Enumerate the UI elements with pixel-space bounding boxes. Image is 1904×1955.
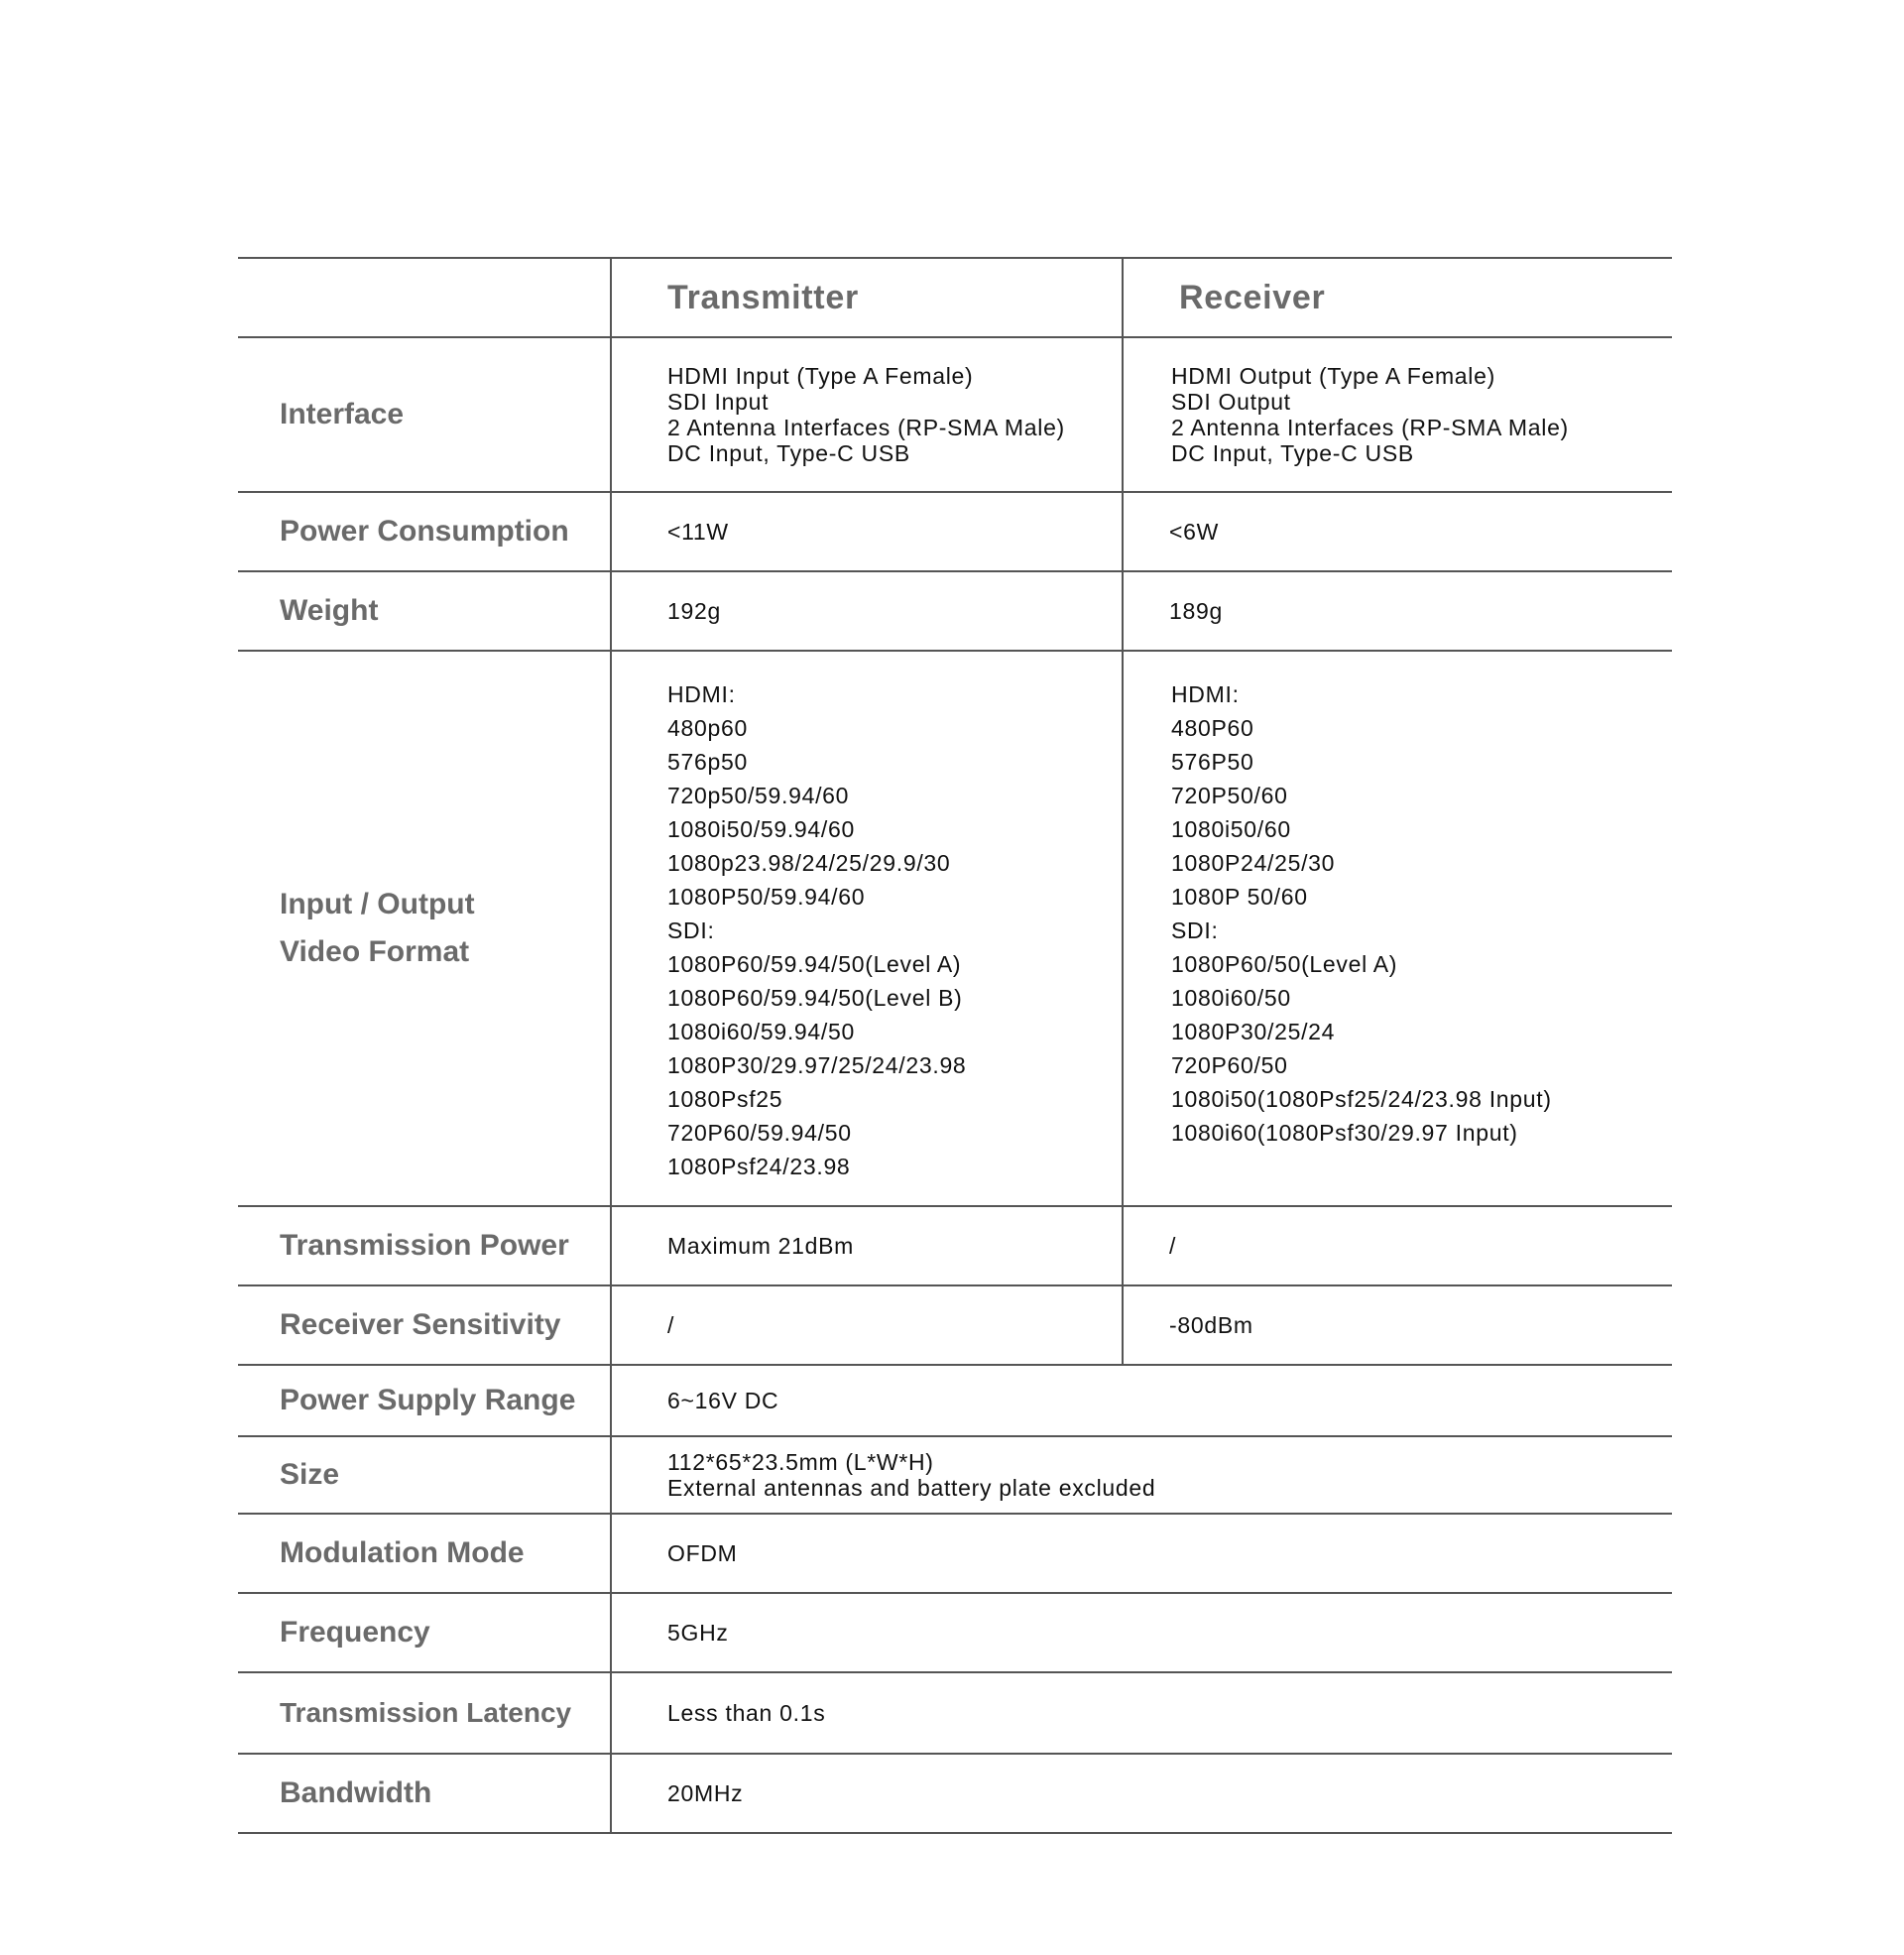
- power-consumption-transmitter-cell: [611, 492, 1123, 571]
- receiver-sensitivity-receiver: -80dBm: [1169, 1311, 1253, 1338]
- receiver-sensitivity-transmitter-cell: [611, 1285, 1123, 1365]
- label-video-format-line1: Input / Output: [280, 888, 475, 920]
- size-value: [612, 1449, 1672, 1501]
- row-frequency: [238, 1593, 1672, 1672]
- list-line: SDI Input: [667, 389, 770, 415]
- list-line: 576p50: [667, 749, 748, 775]
- row-transmission-power: [238, 1206, 1672, 1285]
- interface-transmitter-cell: [611, 337, 1123, 492]
- video-format-receiver-cell: [1123, 651, 1672, 1206]
- list-line: HDMI:: [667, 681, 736, 707]
- list-line: 2 Antenna Interfaces (RP-SMA Male): [667, 415, 1065, 440]
- header-row: [238, 258, 1672, 337]
- list-line: 1080i50/59.94/60: [667, 816, 855, 842]
- transmission-latency-cell: [611, 1672, 1672, 1754]
- power-supply-range-value: 6~16V DC: [667, 1387, 779, 1413]
- video-format-receiver-list: [1124, 652, 1672, 1150]
- row-power-supply-range: [238, 1365, 1672, 1436]
- list-line: SDI Output: [1171, 389, 1291, 415]
- receiver-sensitivity-receiver-cell: [1123, 1285, 1672, 1365]
- frequency-value: 5GHz: [667, 1619, 729, 1646]
- weight-receiver: 189g: [1169, 597, 1223, 624]
- label-bandwidth: Bandwidth: [280, 1776, 432, 1809]
- row-bandwidth: [238, 1754, 1672, 1833]
- list-line: 720P60/50: [1171, 1052, 1288, 1078]
- list-line: 1080P30/25/24: [1171, 1019, 1336, 1044]
- modulation-mode-value: OFDM: [667, 1539, 738, 1566]
- list-line: 1080Psf24/23.98: [667, 1154, 851, 1179]
- list-line: 1080i60/50: [1171, 985, 1291, 1011]
- list-line: 720P60/59.94/50: [667, 1120, 852, 1146]
- list-line: 1080p23.98/24/25/29.9/30: [667, 850, 951, 876]
- list-line: 480p60: [667, 715, 748, 741]
- row-video-format: [238, 651, 1672, 1206]
- header-transmitter: Transmitter: [667, 278, 859, 316]
- transmission-power-receiver: /: [1169, 1232, 1177, 1259]
- modulation-mode-cell: [611, 1514, 1672, 1593]
- power-supply-range-cell: [611, 1365, 1672, 1436]
- list-line: 720p50/59.94/60: [667, 783, 850, 808]
- label-transmission-latency: Transmission Latency: [280, 1697, 572, 1728]
- header-receiver: Receiver: [1179, 278, 1326, 316]
- header-transmitter-cell: [611, 258, 1123, 337]
- weight-receiver-cell: [1123, 571, 1672, 651]
- interface-receiver-cell: [1123, 337, 1672, 492]
- power-consumption-receiver-cell: [1123, 492, 1672, 571]
- label-weight: Weight: [280, 594, 379, 627]
- row-weight: [238, 571, 1672, 651]
- label-power-supply-range: Power Supply Range: [280, 1384, 576, 1416]
- weight-transmitter: 192g: [667, 597, 721, 624]
- list-line: SDI:: [667, 917, 715, 943]
- row-receiver-sensitivity: [238, 1285, 1672, 1365]
- list-line: 1080P24/25/30: [1171, 850, 1336, 876]
- label-size: Size: [280, 1458, 340, 1491]
- list-line: 1080Psf25: [667, 1086, 783, 1112]
- row-power-consumption: [238, 492, 1672, 571]
- list-line: 1080P60/59.94/50(Level B): [667, 985, 963, 1011]
- size-value-line2: External antennas and battery plate excluded: [667, 1475, 1156, 1501]
- power-consumption-receiver: <6W: [1169, 518, 1220, 545]
- list-line: 1080i60/59.94/50: [667, 1019, 855, 1044]
- list-line: 1080i50(1080Psf25/24/23.98 Input): [1171, 1086, 1552, 1112]
- video-format-transmitter-list: [612, 652, 1122, 1183]
- list-line: HDMI:: [1171, 681, 1240, 707]
- power-consumption-transmitter: <11W: [667, 518, 729, 545]
- list-line: 1080P60/50(Level A): [1171, 951, 1398, 977]
- receiver-sensitivity-transmitter: /: [667, 1311, 675, 1338]
- list-line: DC Input, Type-C USB: [667, 440, 910, 466]
- row-transmission-latency: [238, 1672, 1672, 1754]
- list-line: 1080P30/29.97/25/24/23.98: [667, 1052, 967, 1078]
- label-frequency: Frequency: [280, 1616, 430, 1649]
- interface-receiver-list: [1124, 363, 1672, 466]
- list-line: 576P50: [1171, 749, 1254, 775]
- label-interface: Interface: [280, 398, 405, 430]
- header-receiver-cell: [1123, 258, 1672, 337]
- label-video-format: [238, 651, 611, 1206]
- list-line: 1080i60(1080Psf30/29.97 Input): [1171, 1120, 1518, 1146]
- transmission-latency-value: Less than 0.1s: [667, 1699, 826, 1726]
- list-line: HDMI Output (Type A Female): [1171, 363, 1495, 389]
- list-line: 1080i50/60: [1171, 816, 1291, 842]
- list-line: HDMI Input (Type A Female): [667, 363, 974, 389]
- size-value-line1: 112*65*23.5mm (L*W*H): [667, 1449, 934, 1475]
- label-power-consumption: Power Consumption: [280, 515, 569, 548]
- label-video-format-line2: Video Format: [280, 935, 470, 968]
- interface-transmitter-list: [612, 363, 1122, 466]
- row-size: [238, 1436, 1672, 1514]
- transmission-power-receiver-cell: [1123, 1206, 1672, 1285]
- list-line: 1080P 50/60: [1171, 884, 1308, 910]
- list-line: 720P50/60: [1171, 783, 1288, 808]
- bandwidth-value: 20MHz: [667, 1779, 744, 1806]
- bandwidth-cell: [611, 1754, 1672, 1833]
- row-modulation-mode: [238, 1514, 1672, 1593]
- label-modulation-mode: Modulation Mode: [280, 1536, 525, 1569]
- video-format-transmitter-cell: [611, 651, 1123, 1206]
- list-line: 1080P50/59.94/60: [667, 884, 866, 910]
- label-transmission-power: Transmission Power: [280, 1229, 569, 1262]
- label-receiver-sensitivity: Receiver Sensitivity: [280, 1308, 561, 1341]
- transmission-power-transmitter-cell: [611, 1206, 1123, 1285]
- header-empty-cell: [238, 258, 611, 337]
- list-line: 480P60: [1171, 715, 1254, 741]
- frequency-cell: [611, 1593, 1672, 1672]
- list-line: SDI:: [1171, 917, 1219, 943]
- list-line: 2 Antenna Interfaces (RP-SMA Male): [1171, 415, 1569, 440]
- row-interface: [238, 337, 1672, 492]
- size-cell: [611, 1436, 1672, 1514]
- list-line: 1080P60/59.94/50(Level A): [667, 951, 962, 977]
- transmission-power-transmitter: Maximum 21dBm: [667, 1232, 855, 1259]
- weight-transmitter-cell: [611, 571, 1123, 651]
- spec-table: [238, 257, 1672, 1834]
- list-line: DC Input, Type-C USB: [1171, 440, 1414, 466]
